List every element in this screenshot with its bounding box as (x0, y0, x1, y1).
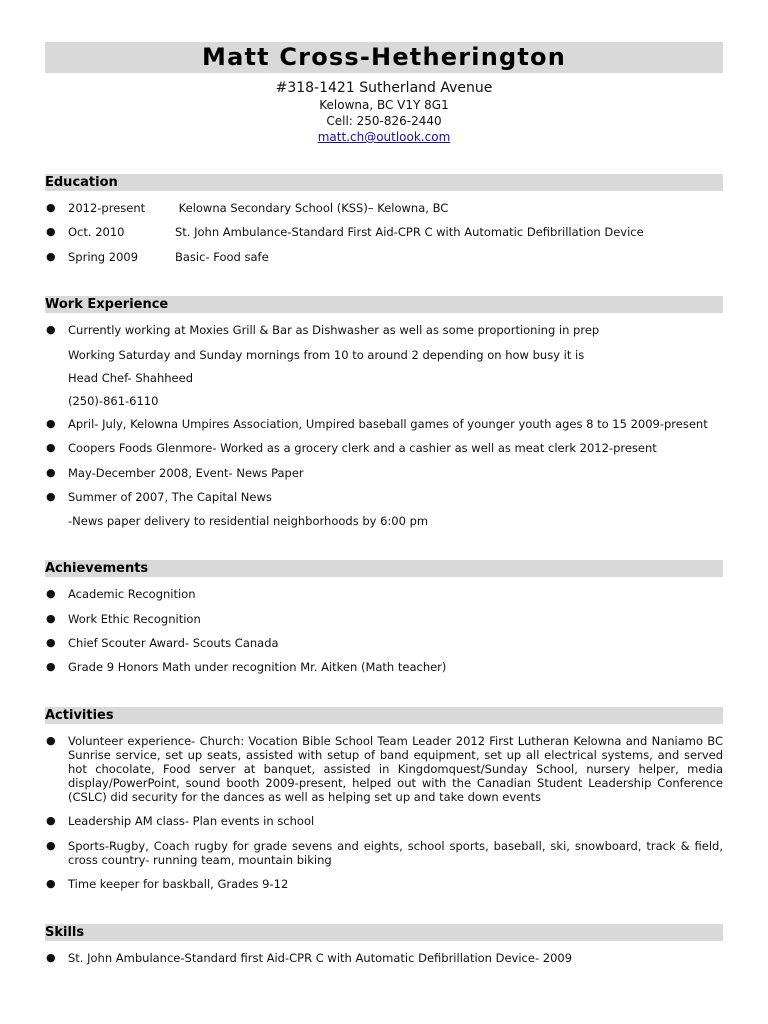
education-section (45, 174, 723, 264)
contact-block (45, 79, 723, 145)
work-text: Currently working at Moxies Grill & Bar as Dishwasher as well as some proportioning in prep (68, 323, 600, 337)
activity-text: Volunteer experience- Church: Vocation Bible School Team Leader 2012 First Lutheran Kelowna and Naniamo BC Sunrise service, set up seats, assisted with setup of band equipment, set up all electrical systems, and served hot chocolate, Food server at banquet, assisted in Kingdomquest/Sunday School, nursery helper, media display/PowerPoint, sound booth 2009-present, helped out with the Canadian Student Leadership Conference (CSLC) did security for the dances as well as helping set up and take down events (68, 734, 723, 804)
work-text: (250)-861-6110 (68, 394, 159, 408)
activity-text: Sports-Rugby, Coach rugby for grade sevens and eights, school sports, baseball, ski, snowboard, track & field, cross country- running team, mountain biking (68, 839, 723, 867)
bullet-icon: ● (46, 490, 56, 503)
bullet-icon: ● (46, 951, 56, 964)
list-item (45, 250, 723, 264)
bullet-icon: ● (46, 250, 56, 263)
education-date: Spring 2009 (68, 250, 139, 264)
bullet-icon: ● (46, 201, 56, 214)
activity-text: Leadership AM class- Plan events in school (68, 814, 315, 828)
section-heading: Achievements (45, 560, 723, 577)
bullet-icon: ● (46, 660, 56, 673)
bullet-icon: ● (46, 734, 56, 747)
education-text: Basic- Food safe (175, 250, 269, 264)
email-link[interactable]: matt.ch@outlook.com (317, 130, 451, 144)
work-text: Working Saturday and Sunday mornings from 10 to around 2 depending on how busy it is (68, 348, 585, 362)
list-item (45, 323, 723, 337)
list-item (45, 734, 723, 804)
address-line: #318-1421 Sutherland Avenue (275, 80, 493, 96)
work-text: April- July, Kelowna Umpires Association, Umpired baseball games of younger youth ages 8 to 15 2009-present (68, 417, 708, 431)
list-item (45, 877, 723, 891)
list-item (45, 814, 723, 828)
work-text: May-December 2008, Event- News Paper (68, 466, 304, 480)
list-item (45, 466, 723, 480)
list-item (45, 394, 723, 408)
list-item (45, 225, 723, 239)
achievement-text: Work Ethic Recognition (68, 612, 201, 626)
education-text: St. John Ambulance-Standard First Aid-CPR C with Automatic Defibrillation Device (175, 225, 644, 239)
resume-name: Matt Cross-Hetherington (45, 42, 723, 73)
bullet-icon: ● (46, 441, 56, 454)
list-item (45, 490, 723, 504)
achievement-text: Grade 9 Honors Math under recognition Mr. Aitken (Math teacher) (68, 660, 447, 674)
list-item (45, 417, 723, 431)
list-item (45, 441, 723, 455)
bullet-icon: ● (46, 417, 56, 430)
list-item (45, 371, 723, 385)
section-heading: Activities (45, 707, 723, 724)
bullet-icon: ● (46, 814, 56, 827)
cell-line: Cell: 250-826-2440 (326, 114, 442, 128)
bullet-icon: ● (46, 323, 56, 336)
bullet-icon: ● (46, 839, 56, 852)
achievements-section (45, 560, 723, 674)
bullet-icon: ● (46, 225, 56, 238)
achievement-text: Academic Recognition (68, 587, 196, 601)
bullet-icon: ● (46, 466, 56, 479)
education-text: Kelowna Secondary School (KSS)– Kelowna, BC (175, 201, 449, 215)
work-section (45, 296, 723, 528)
list-item (45, 587, 723, 601)
list-item (45, 612, 723, 626)
section-heading: Education (45, 174, 723, 191)
resume-page (45, 42, 723, 145)
city-line: Kelowna, BC V1Y 8G1 (319, 98, 449, 112)
bullet-icon: ● (46, 877, 56, 890)
achievement-text: Chief Scouter Award- Scouts Canada (68, 636, 279, 650)
list-item (45, 951, 723, 965)
bullet-icon: ● (46, 636, 56, 649)
skill-text: St. John Ambulance-Standard first Aid-CPR C with Automatic Defibrillation Device- 2009 (68, 951, 573, 965)
bullet-icon: ● (46, 587, 56, 600)
work-text: Head Chef- Shahheed (68, 371, 194, 385)
list-item (45, 201, 723, 215)
work-text: -News paper delivery to residential neighborhoods by 6:00 pm (68, 514, 429, 528)
activity-text: Time keeper for baskball, Grades 9-12 (68, 877, 289, 891)
work-text: Coopers Foods Glenmore- Worked as a grocery clerk and a cashier as well as meat clerk 2012-present (68, 441, 657, 455)
skills-section (45, 924, 723, 965)
education-date: 2012-present (68, 201, 146, 215)
activities-section (45, 707, 723, 891)
list-item (45, 636, 723, 650)
bullet-icon: ● (46, 612, 56, 625)
list-item (45, 839, 723, 867)
list-item (45, 660, 723, 674)
section-heading: Work Experience (45, 296, 723, 313)
education-date: Oct. 2010 (68, 225, 125, 239)
work-text: Summer of 2007, The Capital News (68, 490, 272, 504)
section-heading: Skills (45, 924, 723, 941)
list-item (45, 348, 723, 362)
list-item (45, 514, 723, 528)
